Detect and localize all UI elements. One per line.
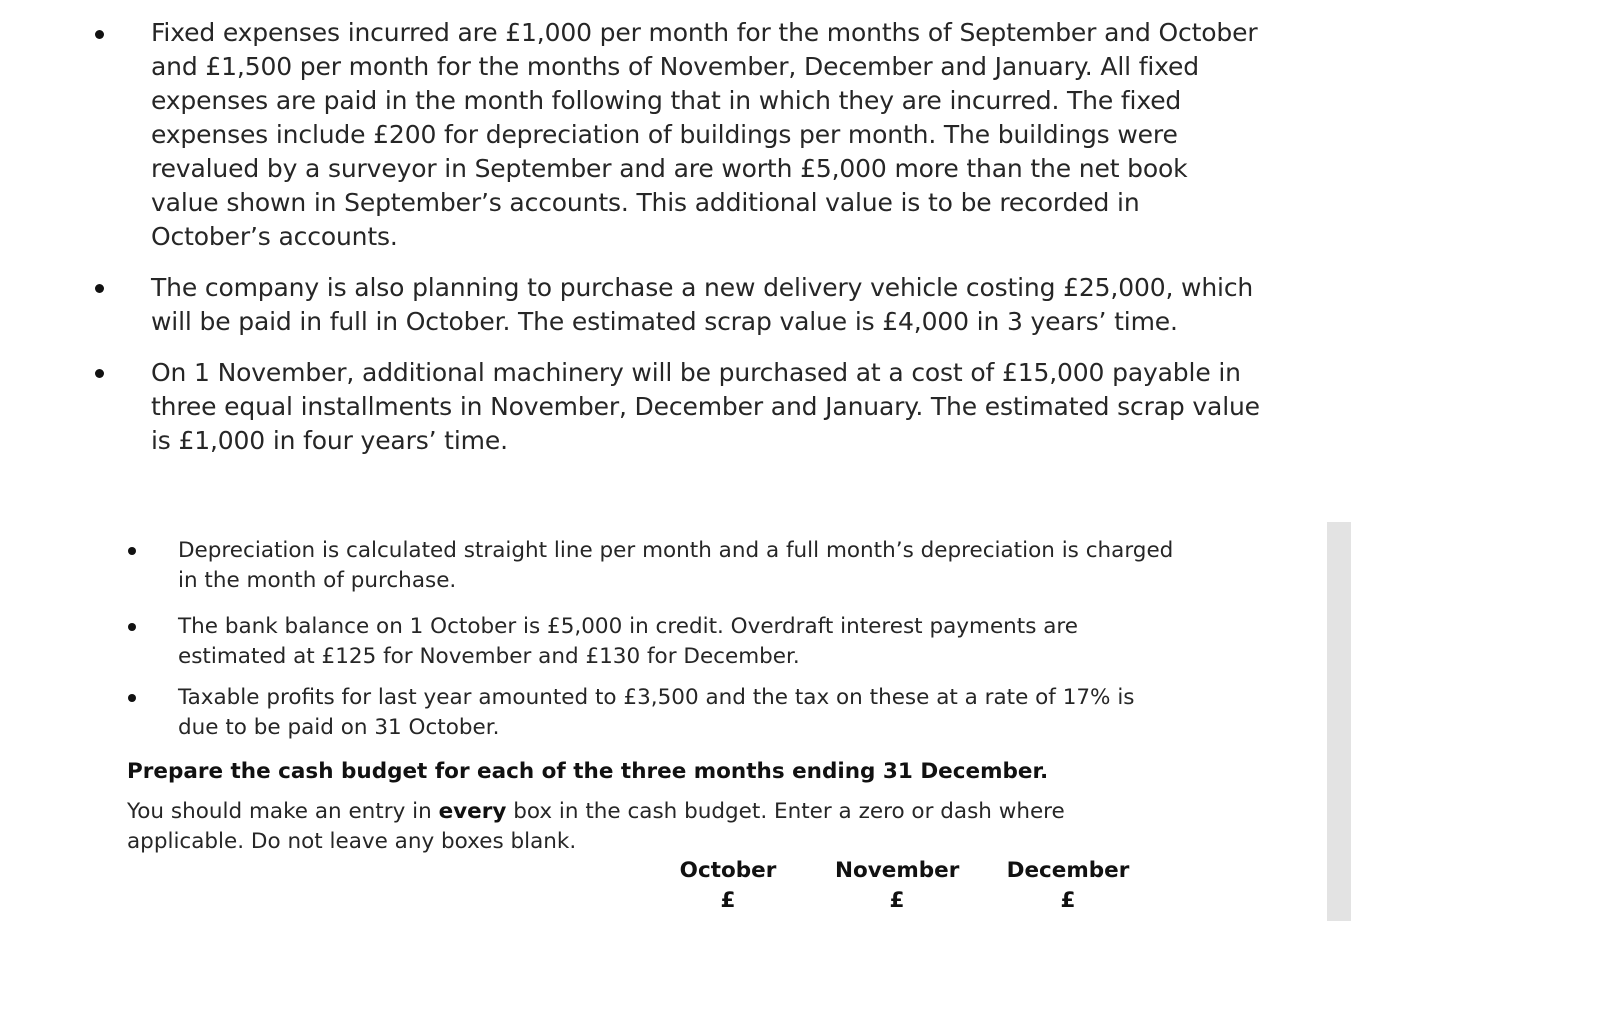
column-label: November [835,858,960,883]
bullet-text: On 1 November, additional machinery will be purchased at a cost of £15,000 payable in three equal installments in November, December and January. The estimated scrap value is £1,000 in four years’ time. [151,358,1260,455]
bullet-text: The bank balance on 1 October is £5,000 in credit. Overdraft interest payments are estimated at £125 for November and £130 for December. [178,614,1079,669]
bullet-dot-icon [128,623,136,631]
bullet-text: Depreciation is calculated straight line per month and a full month’s depreciation is charged in the month of purchase. [178,538,1174,593]
bullet-dot-icon [128,547,136,555]
column-header-october [678,856,778,916]
column-label: October [679,858,777,883]
column-header-december [1006,856,1130,916]
bullet-text: The company is also planning to purchase a new delivery vehicle costing £25,000, which will be paid in full in October. The estimated scrap value is £4,000 in 3 years’ time. [151,273,1254,336]
task-instruction [127,797,1087,857]
bullet-dot-icon [95,369,104,378]
column-unit: £ [889,888,905,913]
bullet-dot-icon [95,284,104,293]
bullet-dot-icon [95,30,104,39]
column-unit: £ [1060,888,1076,913]
vertical-scrollbar[interactable] [1327,522,1351,921]
bullet-text: Taxable profits for last year amounted to £3,500 and the tax on these at a rate of 17% is due to be paid on 31 October. [178,685,1135,740]
column-unit: £ [720,888,736,913]
instruction-text-end: box in the cash budget. Enter a zero or dash where applicable. Do not leave any boxes blank. [127,799,1065,854]
bullet-text: Fixed expenses incurred are £1,000 per month for the months of September and October and £1,500 per month for the months of November, December and January. All fixed expenses are paid in the month following that in which they are incurred. The fixed expenses include £200 for depreciation of buildings per month. The buildings were revalued by a surveyor in September and are worth £5,000 more than the net book value shown in September’s accounts. This additional value is to be recorded in October’s accounts. [151,18,1258,251]
bullet-dot-icon [128,694,136,702]
column-header-november [835,856,959,916]
instruction-text-start: You should make an entry in [127,799,439,824]
column-label: December [1006,858,1130,883]
instruction-emphasis: every [438,799,507,824]
task-heading: Prepare the cash budget for each of the three months ending 31 December. [127,759,1049,784]
